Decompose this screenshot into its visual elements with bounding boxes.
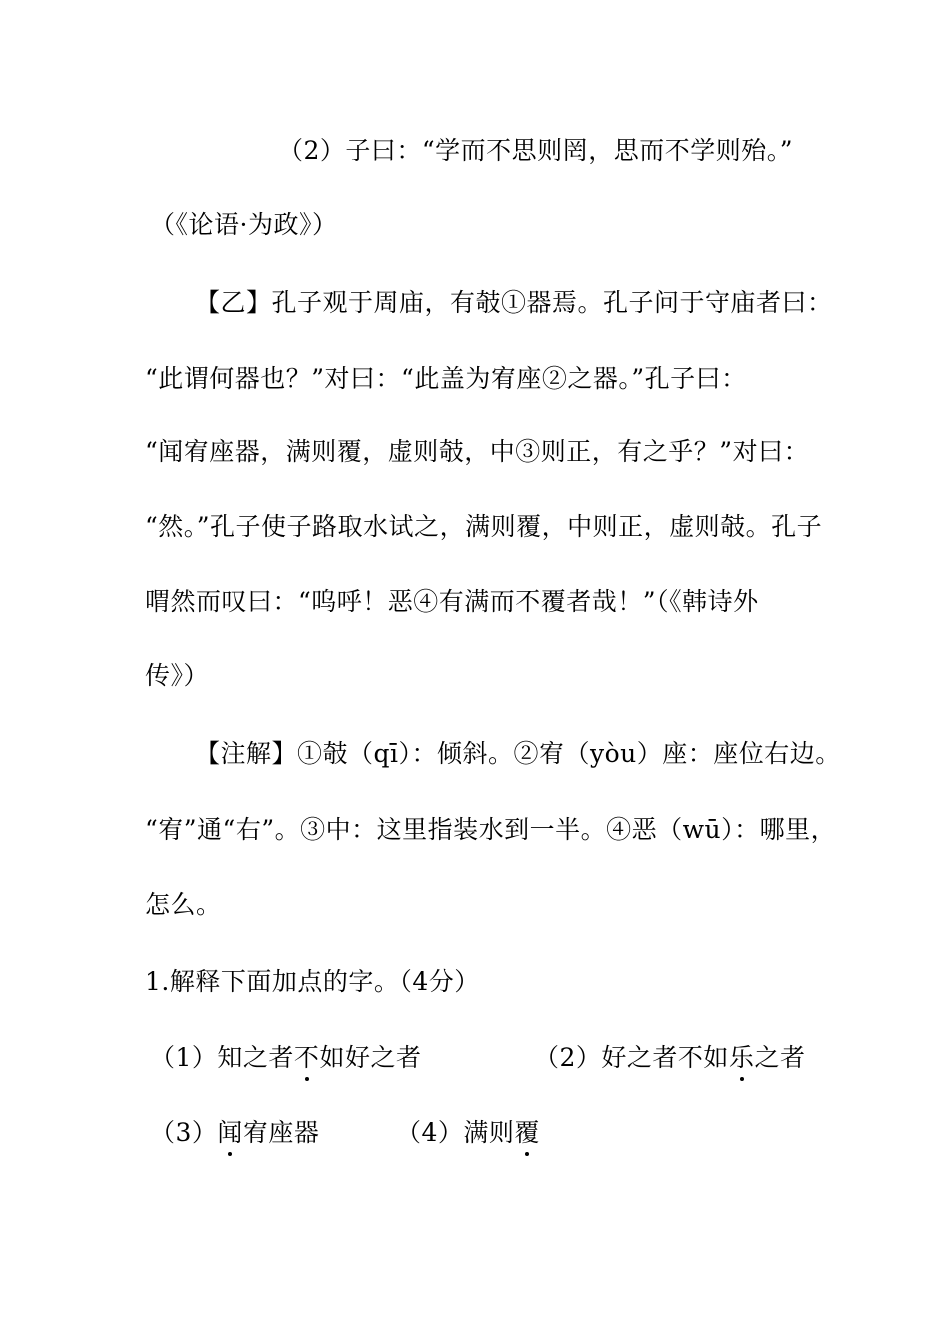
passage-yi-line-2: “此谓何器也？”对曰：“此盖为宥座②之器。”孔子曰：	[145, 364, 747, 393]
dotted-character: 覆	[514, 1118, 540, 1147]
item-text-before: 知之者	[217, 1043, 294, 1072]
question-1-item-2	[534, 1040, 834, 1076]
item-number: （1）	[150, 1043, 218, 1072]
passage-yi-line-4: “然。”孔子使子路取水试之，满则覆，中则正，虚则攲。孔子	[145, 512, 823, 541]
quote-source: （《论语·为政》）	[150, 210, 338, 239]
passage-yi-line-5: 喟然而叹曰：“呜呼！恶④有满而不覆者哉！”（《韩诗外	[145, 587, 759, 616]
annotation-line-3: 怎么。	[145, 890, 222, 919]
dotted-character: 不	[293, 1043, 320, 1072]
question-1-item-1	[150, 1040, 450, 1076]
quote-line-2: （2）子曰：“学而不思则罔，思而不学则殆。”	[278, 136, 793, 165]
item-number: （2）	[534, 1043, 602, 1072]
question-1-prompt: 1.解释下面加点的字。（4分）	[145, 967, 480, 996]
item-text-after: 如好之者	[319, 1043, 422, 1072]
item-number: （4）	[396, 1118, 464, 1147]
annotation-line-1: 【注解】①攲（qī）：倾斜。②宥（yòu）座：座位右边。	[195, 739, 841, 768]
question-1-item-3	[150, 1115, 370, 1151]
item-text-after: 宥座器	[242, 1118, 320, 1147]
item-text-after: 之者	[754, 1043, 806, 1072]
dotted-character: 乐	[728, 1043, 755, 1072]
passage-yi-line-1: 【乙】孔子观于周庙，有攲①器焉。孔子问于守庙者曰：	[195, 288, 833, 317]
passage-yi-line-3: “闻宥座器，满则覆，虚则攲，中③则正，有之乎？”对曰：	[145, 437, 810, 466]
item-number: （3）	[150, 1118, 218, 1147]
passage-yi-line-6: 传》）	[145, 661, 210, 690]
dotted-character: 闻	[217, 1118, 243, 1147]
annotation-line-2: “宥”通“右”。③中：这里指装水到一半。④恶（wū）：哪里，	[145, 815, 837, 844]
item-text-before: 好之者不如	[601, 1043, 729, 1072]
question-1-item-4	[396, 1115, 596, 1151]
item-text-before: 满则	[463, 1118, 515, 1147]
